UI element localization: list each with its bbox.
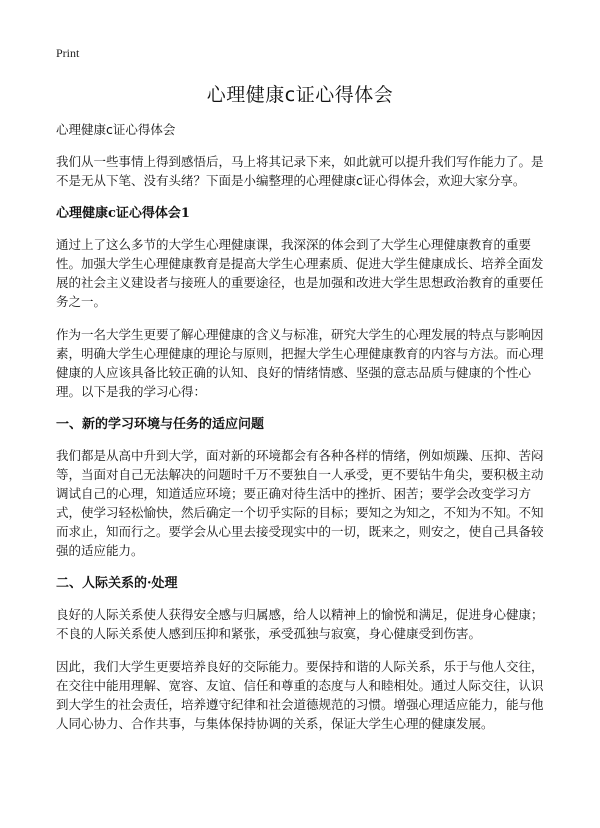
subheading-relationships: 二、人际关系的·处理 (56, 576, 178, 591)
intro-paragraph: 我们从一些事情上得到感悟后，马上将其记录下来，如此就可以提升我们写作能力了。是不是无从下笔、没有头绪？下面是小编整理的心理健康c证心得体会，欢迎大家分享。 (56, 154, 544, 188)
subheading-adaptation: 一、新的学习环境与任务的适应问题 (56, 417, 265, 432)
body-paragraph-4: 良好的人际关系使人获得安全感与归属感，给人以精神上的愉悦和满足，促进身心健康；不良的人际关系使人感到压抑和紧张，承受孤独与寂寞，身心健康受到伤害。 (56, 607, 544, 641)
body-paragraph-1: 通过上了这么多节的大学生心理健康课，我深深的体会到了大学生心理健康教育的重要性。加强大学生心理健康教育是提高大学生心理素质、促进大学生健康成长、培养全面发展的社会主义建设者与接班人的重要途径，也是加强和改进大学生思想政治教育的重要任务之一。 (56, 237, 544, 309)
body-paragraph-3: 我们都是从高中升到大学，面对新的环境都会有各种各样的情绪，例如烦躁、压抑、苦闷等，当面对自己无法解决的问题时千万不要独自一人承受，更不要钻牛角尖，要积极主动调试自己的心理，知道适应环境；要正确对待生活中的挫折、困苦；要学会改变学习方式，使学习轻松愉快，然后确定一个切乎实际的目标；要知之为知之，不知为不知。不知而求止，知而行之。要学会从心里去接受现实中的一切，既来之，则安之，使自己具备较强的适应能力。 (56, 448, 544, 558)
document-title: 心理健康c证心得体会 (206, 84, 394, 106)
body-paragraph-5: 因此，我们大学生更要培养良好的交际能力。要保持和谐的人际关系，乐于与他人交往，在交往中能用理解、宽容、友谊、信任和尊重的态度与人和睦相处。通过人际交往，认识到大学生的社会责任，培养遵守纪律和社会道德规范的习惯。增强心理适应能力，能与他人同心协力、合作共事，与集体保持协调的关系，保证大学生心理的健康发展。 (56, 659, 544, 731)
document-body (56, 120, 550, 747)
section-heading: 心理健康c证心得体会1 (56, 206, 190, 221)
print-link[interactable]: Print (56, 46, 80, 60)
document-subtitle: 心理健康c证心得体会 (56, 122, 176, 137)
body-paragraph-2: 作为一名大学生更要了解心理健康的含义与标准，研究大学生的心理发展的特点与影响因素，明确大学生心理健康的理论与原则，把握大学生心理健康教育的内容与方法。而心理健康的人应该具备比较正确的认知、良好的情绪情感、坚强的意志品质与健康的个性心理。以下是我的学习心得： (56, 327, 544, 399)
